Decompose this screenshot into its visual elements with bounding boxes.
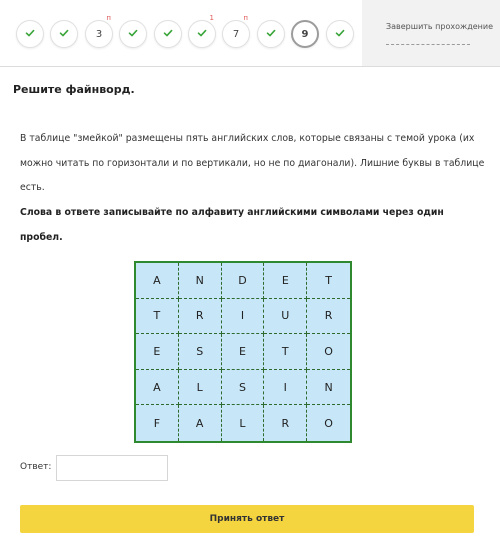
grid-cell: L bbox=[179, 370, 222, 406]
grid-cell: N bbox=[307, 370, 350, 406]
grid-cell: T bbox=[264, 334, 307, 370]
grid-cell: T bbox=[136, 299, 179, 335]
grid-row bbox=[136, 299, 350, 335]
grid-cell: I bbox=[222, 299, 265, 335]
check-icon bbox=[334, 27, 346, 42]
grid-row bbox=[136, 370, 350, 406]
grid-cell: I bbox=[264, 370, 307, 406]
grid-cell: L bbox=[222, 405, 265, 441]
step-4[interactable] bbox=[119, 20, 147, 48]
check-icon bbox=[58, 27, 70, 42]
grid-cell: R bbox=[264, 405, 307, 441]
step-6[interactable] bbox=[188, 14, 216, 48]
check-icon bbox=[24, 27, 36, 42]
task-instruction: Слова в ответе записывайте по алфавиту английскими символами через один пробел. bbox=[20, 207, 444, 243]
grid-cell: E bbox=[222, 334, 265, 370]
check-icon bbox=[265, 27, 277, 42]
step-3[interactable] bbox=[85, 14, 113, 48]
grid-cell: D bbox=[222, 263, 265, 299]
grid-cell: A bbox=[179, 405, 222, 441]
finish-link-underline bbox=[386, 44, 470, 45]
grid-cell: A bbox=[136, 263, 179, 299]
grid-cell: R bbox=[307, 299, 350, 335]
step-5[interactable] bbox=[154, 20, 182, 48]
answer-label: Ответ: bbox=[20, 462, 52, 472]
step-navigation bbox=[0, 0, 362, 66]
grid-cell: O bbox=[324, 416, 333, 430]
step-7[interactable] bbox=[222, 14, 250, 48]
check-icon bbox=[127, 27, 139, 42]
step-marker: п bbox=[106, 14, 111, 22]
task-description: В таблице "змейкой" размещены пять английских слов, которые связаны с темой урока (их можно читать по горизонтали и по вертикали, но не по диагонали). Лишние буквы в таблице есть. bbox=[20, 133, 485, 193]
grid-cell: T bbox=[307, 263, 350, 299]
submit-answer-button[interactable]: Принять ответ bbox=[20, 505, 474, 533]
step-number: 3 bbox=[95, 28, 103, 40]
grid-cell: R bbox=[179, 299, 222, 335]
step-8[interactable] bbox=[257, 20, 285, 48]
grid-cell: F bbox=[136, 405, 179, 441]
check-icon bbox=[196, 27, 208, 42]
grid-cell: O bbox=[307, 334, 350, 370]
grid-cell: N bbox=[179, 263, 222, 299]
top-bar bbox=[0, 0, 500, 66]
check-icon bbox=[162, 27, 174, 42]
grid-cell: U bbox=[264, 299, 307, 335]
finish-link[interactable]: Завершить прохождение bbox=[386, 22, 494, 31]
step-marker: п bbox=[243, 14, 248, 22]
grid-row bbox=[136, 334, 350, 370]
grid-cell: A bbox=[136, 370, 179, 406]
letter-grid bbox=[134, 261, 352, 443]
step-number: 7 bbox=[232, 28, 240, 40]
step-number: 9 bbox=[301, 28, 309, 40]
grid-cell: S bbox=[179, 334, 222, 370]
step-9[interactable] bbox=[291, 20, 319, 48]
grid-cell: E bbox=[264, 263, 307, 299]
task-card bbox=[0, 66, 500, 544]
grid-cell: E bbox=[136, 334, 179, 370]
step-marker: 1 bbox=[209, 14, 214, 22]
task-title: Решите файнворд. bbox=[13, 83, 135, 96]
grid-row bbox=[136, 263, 350, 299]
answer-input[interactable] bbox=[56, 455, 168, 481]
step-10[interactable] bbox=[326, 20, 354, 48]
grid-cell: S bbox=[222, 370, 265, 406]
grid-row bbox=[136, 405, 350, 441]
step-1[interactable] bbox=[16, 20, 44, 48]
step-2[interactable] bbox=[50, 20, 78, 48]
